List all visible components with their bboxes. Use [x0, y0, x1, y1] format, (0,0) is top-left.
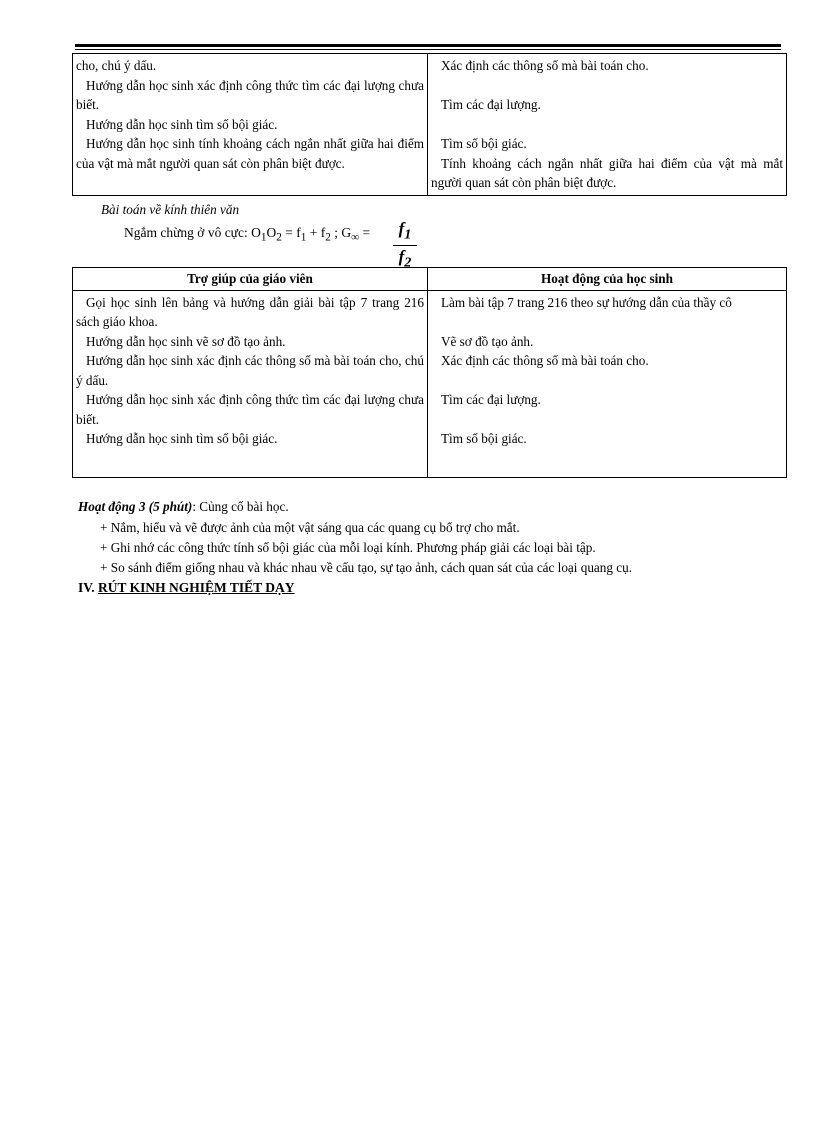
section-number: IV. [78, 580, 95, 595]
teacher-support-cell [73, 54, 428, 196]
header-student-activity: Hoạt động của học sinh [428, 268, 787, 291]
header-rule [75, 44, 781, 47]
cell-paragraph: cho, chú ý dấu. [76, 58, 157, 73]
header-teacher-support: Trợ giúp của giáo viên [73, 268, 428, 291]
focal-ratio-fraction: $f_1$ $f_2$ [393, 219, 417, 273]
section-4-heading [78, 578, 295, 597]
activity-3-line [78, 497, 289, 516]
cell-paragraph: Hướng dẫn học sinh xác định công thức tìm các đại lượng chưa biết. [76, 392, 424, 427]
cell-paragraph: Hướng dẫn học sinh tìm số bội giác. [86, 116, 278, 132]
telescope-formula: Ngắm chừng ở vô cực: $O_1O_2 = f_1 + f_2$ ; $G_\infty$ = [124, 225, 371, 244]
telescope-activity-table [72, 267, 787, 478]
subheading-telescope: Bài toán về kính thiên văn [101, 202, 240, 217]
summary-bullet: + Ghi nhớ các công thức tính số bội giác của mỗi loại kính. Phương pháp giải các loại bài tập. [100, 540, 596, 555]
cell-paragraph: Tính khoảng cách ngắn nhất giữa hai điểm của vật mà mắt người quan sát còn phân biệt được. [431, 155, 783, 190]
activity-3-text: : Củng cố bài học. [192, 499, 289, 514]
section-title: RÚT KINH NGHIỆM TIẾT DẠY [98, 580, 295, 595]
cell-paragraph: Tìm các đại lượng. [441, 97, 541, 112]
table-row [73, 54, 787, 196]
cell-paragraph: Vẽ sơ đồ tạo ảnh. [441, 333, 534, 349]
cell-paragraph: Tìm số bội giác. [441, 431, 527, 446]
teacher-support-cell [73, 290, 428, 477]
table-header-row [73, 268, 787, 291]
cell-paragraph: Hướng dẫn học sinh tìm số bội giác. [86, 431, 278, 446]
student-activity-cell [428, 290, 787, 477]
cell-paragraph: Hướng dẫn học sinh xác định các thông số mà bài toán cho, chú ý dấu. [76, 353, 424, 388]
cell-paragraph: Hướng dẫn học sinh vẽ sơ đồ tạo ảnh. [86, 333, 286, 349]
summary-bullet: + So sánh điểm giống nhau và khác nhau về cấu tạo, sự tạo ảnh, cách quan sát của các loại quang cụ. [100, 560, 633, 575]
cell-paragraph: Xác định các thông số mà bài toán cho. [441, 58, 649, 73]
cell-paragraph: Làm bài tập 7 trang 216 theo sự hướng dẫn của thầy cô [441, 294, 732, 310]
summary-bullet: + Nắm, hiểu và vẽ được ảnh của một vật sáng qua các quang cụ bổ trợ cho mắt. [100, 520, 520, 535]
header-rule-thin [75, 49, 781, 50]
student-activity-cell [428, 54, 787, 196]
cell-paragraph: Hướng dẫn học sinh tính khoảng cách ngắn nhất giữa hai điểm của vật mà mắt người quan sát còn phân biệt được. [76, 136, 424, 171]
cell-paragraph: Hướng dẫn học sinh xác định công thức tìm các đại lượng chưa biết. [76, 77, 424, 112]
table-row [73, 290, 787, 477]
cell-paragraph: Tìm các đại lượng. [441, 392, 541, 407]
cell-paragraph: Xác định các thông số mà bài toán cho. [441, 353, 649, 368]
cell-paragraph: Tìm số bội giác. [441, 136, 527, 151]
continued-activity-table [72, 53, 787, 196]
cell-paragraph: Gọi học sinh lên bảng và hướng dẫn giải bài tập 7 trang 216 sách giáo khoa. [76, 294, 424, 329]
activity-3-label: Hoạt động 3 (5 phút) [78, 499, 193, 514]
